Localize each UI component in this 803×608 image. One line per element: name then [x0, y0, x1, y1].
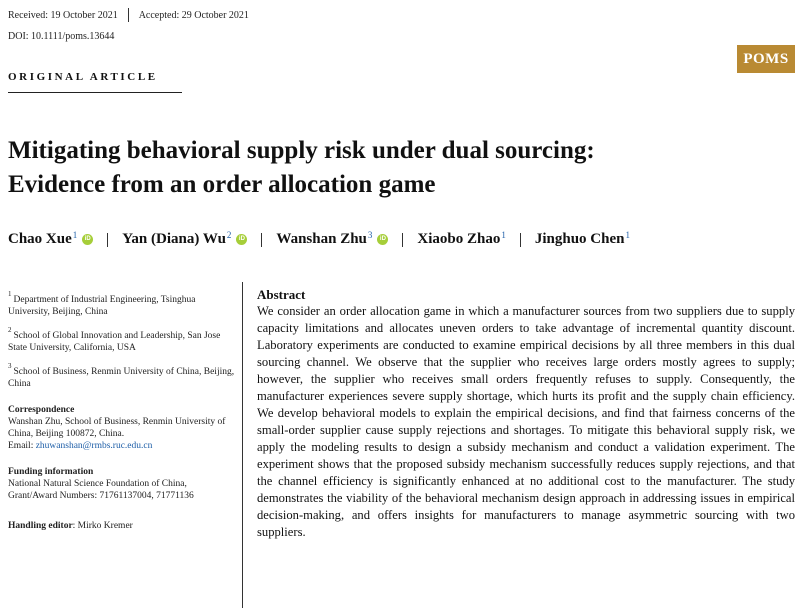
correspondence-email-link[interactable]: zhuwanshan@rmbs.ruc.edu.cn — [35, 441, 153, 452]
funding-text: National Natural Science Foundation of China, Grant/Award Numbers: 71761137004, 71771136 — [8, 479, 194, 502]
title-line-2: Evidence from an order allocation game — [8, 171, 436, 198]
affiliation-1: $^1$Department of Industrial Engineering, Tsinghua University, Beijing, China — [8, 290, 196, 318]
author-divider — [107, 233, 108, 247]
title-line-1: Mitigating behavioral supply risk under dual sourcing: — [8, 137, 595, 164]
funding-heading: Funding information — [8, 467, 94, 478]
affiliation-marker[interactable]: 1 — [501, 229, 506, 240]
author-chao-xue[interactable] — [8, 231, 93, 248]
article-type-underline — [8, 92, 182, 93]
affiliation-marker[interactable]: 1 — [72, 229, 78, 240]
author-list — [8, 231, 630, 248]
received-date: Received: 19 October 2021 — [8, 9, 118, 21]
doi-link[interactable]: DOI: 10.1111/poms.13644 — [8, 31, 115, 42]
affiliation-marker[interactable]: 2 — [226, 229, 232, 240]
author-divider — [520, 233, 521, 247]
author-xiaobo-zhao[interactable] — [417, 231, 505, 248]
article-info-sidebar — [8, 290, 238, 532]
author-jinghuo-chen[interactable] — [535, 231, 630, 248]
affiliation-3: $^3$School of Business, Renmin University of China, Beijing, China — [8, 362, 235, 390]
poms-logo: POMS — [737, 45, 795, 73]
column-divider — [242, 282, 243, 608]
author-name: Wanshan Zhu — [276, 231, 367, 247]
accepted-date: Accepted: 29 October 2021 — [138, 9, 249, 21]
author-divider — [402, 233, 403, 247]
author-name: Jinghuo Chen — [534, 231, 625, 247]
affiliation-2: $^2$School of Global Innovation and Leadership, San Jose State University, California, USA — [8, 326, 221, 354]
author-name: Yan (Diana) Wu — [122, 231, 226, 247]
abstract-heading: Abstract — [257, 287, 306, 302]
author-name: Xiaobo Zhao — [417, 231, 501, 247]
orcid-icon[interactable]: iD — [236, 234, 247, 245]
abstract-section — [257, 286, 795, 541]
orcid-icon[interactable]: iD — [377, 234, 388, 245]
author-name: Chao Xue — [8, 231, 72, 247]
date-divider — [128, 8, 129, 22]
handling-editor: Handling editor: Mirko Kremer — [8, 521, 133, 532]
paper-title — [8, 134, 788, 202]
orcid-icon[interactable]: iD — [82, 234, 93, 245]
author-wanshan-zhu[interactable] — [276, 231, 388, 248]
affiliation-marker[interactable]: 1 — [625, 229, 630, 240]
article-dates — [8, 8, 249, 22]
correspondence-heading: Correspondence — [8, 405, 75, 416]
article-type-label: ORIGINAL ARTICLE — [8, 71, 158, 83]
affiliation-marker[interactable]: 3 — [367, 229, 373, 240]
correspondence-address: Wanshan Zhu, School of Business, Renmin University of China, Beijing 100872, China. — [8, 417, 226, 440]
author-divider — [261, 233, 262, 247]
author-yan-wu[interactable] — [122, 231, 247, 248]
abstract-body: We consider an order allocation game in which a manufacturer sources from two suppliers due to supply capacity limitations and allocates uneven orders to take advantage of incremental quantity discount. Laboratory experiments are conducted to examine empirical decisions by all three members in this dual sourcing channel. We observe that the supplier who receives large orders mostly agrees to supply; however, the supplier who receives small orders frequently refuses to supply. Consequently, the manufacturer experiences severe supply shortage, which hurts its profit and the supply chain efficiency. We develop behavioral models to explain the empirical decisions, and find that fairness concerns of the small-order supplier cause supply rejections and shortages. To mitigate this behavioral supply risk, we apply the modeling results to design a subsidy mechanism and conduct a validation experiment. The experiment shows that the proposed subsidy mechanism successfully reduces supply rejections, and that the channel efficiency is significantly enhanced at no additional cost to the manufacturer. The study demonstrates the viability of the behavioral mechanism design approach in addressing issues in empirical decision-making, and offers insights for manufacturers to manage asymmetric sourcing with two suppliers. — [257, 304, 795, 539]
correspondence-email-line: Email: zhuwanshan@rmbs.ruc.edu.cn — [8, 441, 153, 452]
